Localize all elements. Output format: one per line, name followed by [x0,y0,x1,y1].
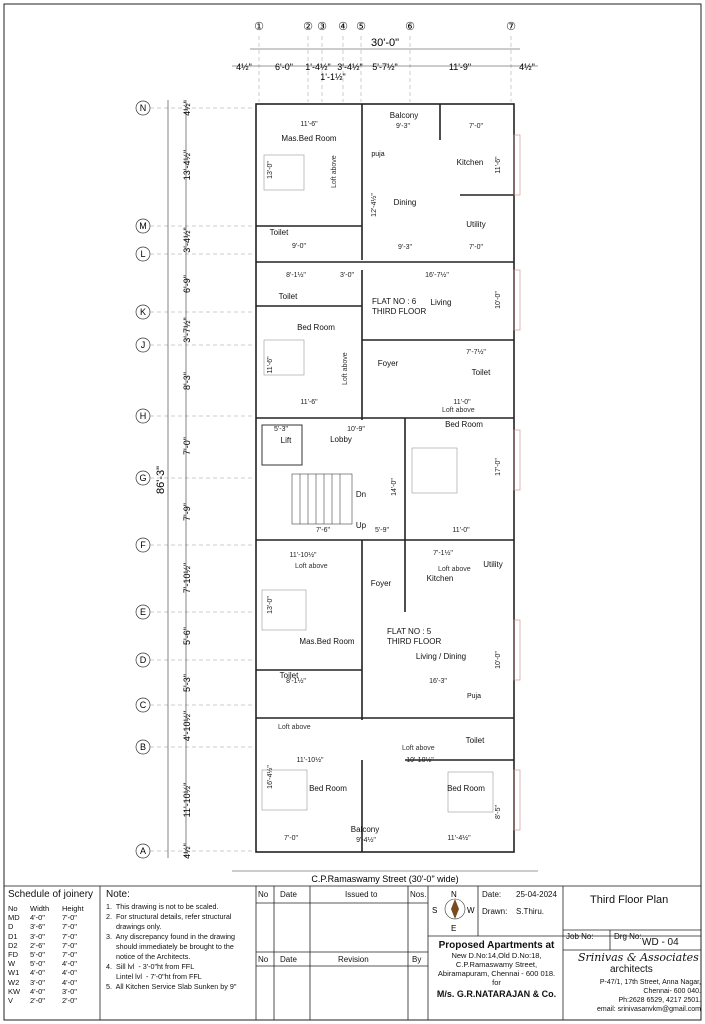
schedule-row [8,968,100,977]
room-dim-23: 5'-9" [375,527,389,534]
schedule-of-joinery [8,889,100,1005]
compass-e: E [451,924,457,933]
grid-bubble-4: ④ [338,21,348,33]
side-dim-11: 5'-3" [182,674,192,692]
client-name: M/s. G.R.NATARAJAN & Co. [436,989,557,999]
schedule-cell: KW [8,986,21,996]
schedule-cell: 5'-0" [30,950,45,960]
grid-bubble-3: ③ [317,21,327,33]
room-toilet-e: Toilet [465,736,485,745]
loft-note-3: Loft above [442,407,475,414]
room-dim-35: 9'-4½" [356,837,376,844]
side-dim-12: 4'-10½" [182,710,192,742]
schedule-row [8,913,100,922]
flat5-line2: THIRD FLOOR [387,637,442,646]
schedule-row [8,941,100,950]
schedule-row [8,950,100,959]
compass-w: W [467,906,475,915]
room-dim-18: 5'-3" [274,426,288,433]
grid-bubble-K [136,305,150,319]
top-dim-1: 4½" [236,62,252,72]
drawn-value: S.Thiru. [516,907,545,916]
svg-text:F: F [140,540,146,550]
room-bed-a: Bed Room [297,323,335,332]
side-dim-7: 7'-0" [182,437,192,455]
svg-text:B: B [139,742,147,752]
revision-header: Revision [338,955,369,964]
grid-bubble-J [136,338,150,352]
side-dim-6: 8'-3" [182,372,192,390]
grid-bubble-E [136,605,150,619]
room-dim-36: 11'-4½" [447,835,471,842]
loft-note-1: Loft above [331,155,338,188]
date-label: Date: [482,890,502,899]
top-dim-5: 5'-7½" [372,62,398,72]
note-item: 4. Sill lvl - 3'-0"ht from FFL [106,962,195,971]
note-item: 1. This drawing is not to be scaled. [106,902,219,911]
north-compass [432,890,475,933]
schedule-row [8,978,100,987]
room-lobby: Lobby [330,435,352,444]
schedule-cell: W1 [8,968,20,978]
room-toilet-d: Toilet [279,671,299,680]
notes-list [106,902,256,992]
room-utility-bot: Utility [483,560,503,569]
schedule-cell: 7'-0" [62,913,77,923]
schedule-cell: 7'-0" [62,940,77,950]
schedule-cell: V [8,996,14,1006]
top-dim-sub: 1'-1½" [320,72,346,82]
room-dim-37: 8'-5" [495,805,502,819]
room-puja-bot: Puja [466,693,482,700]
street-label: C.P.Ramaswamy Street (30'-0" wide) [311,874,459,884]
firm-name: Srinivas & Associates [578,951,699,964]
issue-no-header: No [258,890,269,899]
grid-bubble-7: ⑦ [506,21,516,33]
side-dim-14: 4½" [182,843,192,859]
room-dim-25: 11'-10½" [289,552,317,559]
room-dim-33: 16'-4½" [267,765,274,789]
room-lift: Lift [280,436,292,445]
room-dim-3: 9'-3" [396,123,410,130]
top-dim-6: 11'-9" [448,62,472,72]
room-dim-32: 11'-10½" [296,757,324,764]
overall-width: 30'-0" [370,37,400,49]
loft-note-6: Loft above [402,745,435,752]
issue-to-header: Issued to [345,890,378,899]
room-dim-30: 8'-1½" [286,678,306,685]
top-dim-7: 4½" [519,62,535,72]
schedule-cell: 4'-0" [30,986,45,996]
schedule-row [8,996,100,1005]
top-dim-4: 3'-4½" [337,62,363,72]
grid-bubble-H [136,409,150,423]
svg-text:H: H [139,411,147,421]
revision-by-header: By [412,955,422,964]
flat6-line1: FLAT NO : 6 [372,297,417,306]
room-dim-6: 12'-4½" [371,193,378,217]
loft-note-2: Loft above [342,352,349,385]
schedule-cell: 3'-0" [62,986,77,996]
top-dim-3: 1'-4½" [305,62,331,72]
project-description [430,940,563,999]
revision-no-header: No [258,955,269,964]
schedule-header-row [8,904,100,913]
room-bed-d: Bed Room [447,784,485,793]
schedule-cell: 4'-0" [62,968,77,978]
grid-bubble-1: ① [254,21,264,33]
room-up: Up [355,521,367,530]
room-dim-17: 11'-0" [453,399,471,406]
schedule-row [8,987,100,996]
room-balcony-top: Balcony [389,111,419,120]
room-puja-top: puja [371,151,385,158]
overall-height: 86'-3" [155,465,167,495]
date-value: 25-04-2024 [516,890,557,899]
room-balcony-bot: Balcony [350,825,380,834]
drg-label: Drg No: [614,932,642,941]
project-line-4: Abiramapuram, Chennai - 600 018. [437,969,556,978]
furniture [262,155,493,812]
room-living-dining: Living / Dining [415,652,467,661]
staircase [292,474,352,524]
address-line-1: P-47/1, 17th Street, Anna Nagar, [599,979,701,986]
room-mas-bed-bot: Mas.Bed Room [299,637,355,646]
room-dim-11: 3'-0" [340,272,354,279]
side-dim-2: 13'-4½" [182,149,192,181]
schedule-cell: W2 [8,977,20,987]
room-living-top: Living [430,298,452,307]
schedule-cell: 4'-0" [62,977,77,987]
svg-text:K: K [139,307,147,317]
schedule-cell: 3'-0" [30,931,45,941]
drawn-label: Drawn: [482,907,508,916]
note-item: 2. For structural details, refer structural [106,912,232,921]
loft-note-4: Loft above [295,563,328,570]
schedule-cell: 4'-0" [30,913,45,923]
notes-title: Note: [106,889,130,900]
schedule-cell: D [8,922,14,932]
address-line-3: Ph:2628 6529, 4217 2501. [618,997,701,1004]
side-dim-1: 4½" [182,100,192,116]
schedule-cell: FD [8,950,18,960]
top-grid [254,21,516,33]
grid-bubble-N [136,101,150,115]
room-dim-8: 7'-0" [469,244,483,251]
room-kitchen-bot: Kitchen [426,574,454,583]
schedule-cell: 3'-0" [30,977,45,987]
room-dim-15: 11'-6" [300,399,318,406]
room-dim-4: 7'-0" [469,123,483,130]
schedule-row [8,959,100,968]
schedule-row [8,932,100,941]
grid-bubble-L [136,247,150,261]
room-foyer-bot: Foyer [370,579,392,588]
sheet-title: Third Floor Plan [590,894,669,906]
schedule-cell: 4'-0" [62,959,77,969]
note-item: should immediately be brought to the [106,942,234,951]
room-dim-5: 11'-6" [495,156,502,174]
address-line-2: Chennai- 600 040. [643,988,701,995]
schedule-row [8,922,100,931]
grid-bubble-A [136,844,150,858]
firm-subtitle: architects [610,964,653,975]
compass-n: N [451,890,457,899]
project-line-5: for [492,978,501,987]
room-dim-10: 8'-1½" [286,272,306,279]
room-dim-21: 14'-0" [391,478,398,496]
room-foyer-top: Foyer [377,359,399,368]
loft-note-7: Loft above [438,566,471,573]
schedule-cell: 2'-0" [30,996,45,1006]
room-dim-14: 11'-6" [267,356,274,374]
schedule-table [8,904,100,1005]
sheet-border [4,4,701,1020]
grid-bubble-F [136,538,150,552]
grid-bubble-5: ⑤ [356,21,366,33]
revision-date-header: Date [280,955,297,964]
room-kitchen-top: Kitchen [456,158,484,167]
room-dim-1: 11'-6" [300,121,318,128]
schedule-cell: MD [8,913,20,923]
svg-text:L: L [140,249,146,259]
room-dim-16: 7'-7½" [466,349,486,356]
room-bed-b: Bed Room [445,420,483,429]
schedule-cell: No [8,904,18,913]
room-dim-31: 10'-10½" [406,757,434,764]
issue-date-header: Date [280,890,297,899]
room-dining: Dining [393,198,417,207]
note-item: Lintel lvl - 7'-0"ht from FFL [106,972,202,981]
flat5-line1: FLAT NO : 5 [387,627,432,636]
note-item: drawings only. [106,922,162,931]
room-dim-2: 13'-0" [267,161,274,179]
issue-nos-header: Nos. [410,890,427,899]
room-dim-9: 9'-0" [292,243,306,250]
svg-text:N: N [139,103,147,113]
room-dim-34: 7'-0" [284,835,298,842]
note-item: notice of the Architects. [106,952,191,961]
room-mas-bed-top: Mas.Bed Room [281,134,337,143]
side-dim-5: 3'-7½" [182,317,192,343]
svg-text:E: E [139,607,147,617]
room-toilet-a: Toilet [269,228,289,237]
project-line-2: New D.No:14,Old D.No:18, [451,951,542,960]
room-toilet-c: Toilet [471,368,491,377]
side-dim-10: 5'-6" [182,627,192,645]
note-item: 5. All Kitchen Service Slab Sunken by 9" [106,982,237,991]
svg-text:C: C [139,700,147,710]
schedule-cell: Width [30,904,50,913]
svg-text:A: A [139,846,147,856]
top-dim-2: 6'-0" [275,62,293,72]
grid-bubble-D [136,653,150,667]
loft-note-5: Loft above [278,724,311,731]
schedule-cell: 7'-0" [62,931,77,941]
schedule-cell: 7'-0" [62,950,77,960]
schedule-cell: Height [62,904,84,913]
room-dim-12: 16'-7½" [425,272,449,279]
room-toilet-b: Toilet [278,292,298,301]
svg-text:M: M [139,221,147,231]
schedule-cell: D2 [8,940,18,950]
grid-bubble-B [136,740,150,754]
schedule-cell: 7'-0" [62,922,77,932]
svg-text:G: G [139,473,147,483]
flat6-line2: THIRD FLOOR [372,307,427,316]
address-line-4: email: srinivasanvkm@gmail.com [597,1006,701,1013]
schedule-cell: W [8,959,16,969]
side-dim-4: 6'-9" [182,275,192,293]
side-dim-13: 11'-10½" [182,782,192,818]
schedule-cell: 4'-0" [30,968,45,978]
room-bed-c: Bed Room [309,784,347,793]
room-dim-7: 9'-3" [398,244,412,251]
room-dim-22: 7'-6" [316,527,330,534]
compass-s: S [432,906,438,915]
side-dim-9: 7'-10½" [182,562,192,594]
schedule-cell: D1 [8,931,18,941]
schedule-cell: 2'-0" [62,996,77,1006]
grid-bubble-6: ⑥ [405,21,415,33]
schedule-cell: 3'-6" [30,922,45,932]
note-item: 3. Any discrepancy found in the drawing [106,932,236,941]
job-label: Job No: [566,932,594,941]
room-utility-top: Utility [466,220,486,229]
room-dim-26: 7'-1½" [433,550,453,557]
grid-bubble-G [136,471,150,485]
room-dim-29: 10'-0" [495,651,502,669]
schedule-cell: 5'-0" [30,959,45,969]
grid-bubble-M [136,219,150,233]
svg-text:D: D [139,655,147,665]
drawing-number: WD - 04 [642,937,679,948]
project-heading: Proposed Apartments at [438,940,555,951]
schedule-title: Schedule of joinery [8,889,94,900]
side-dim-8: 7'-9" [182,503,192,521]
room-dim-19: 10'-9" [347,426,365,433]
side-dim-3: 3'-4½" [182,227,192,253]
grid-bubble-2: ② [303,21,313,33]
room-dim-28: 16'-3" [429,678,447,685]
room-dim-24: 11'-0" [452,527,470,534]
room-dim-27: 13'-0" [267,596,274,614]
svg-text:J: J [140,340,146,350]
firm-address [566,978,701,1014]
room-dim-20: 17'-0" [495,458,502,476]
notes [106,889,256,992]
schedule-cell: 2'-6" [30,940,45,950]
room-dn: Dn [355,490,367,499]
project-line-3: C.P.Ramaswamy Street, [455,960,538,969]
room-dim-13: 10'-0" [495,291,502,309]
grid-bubble-C [136,698,150,712]
